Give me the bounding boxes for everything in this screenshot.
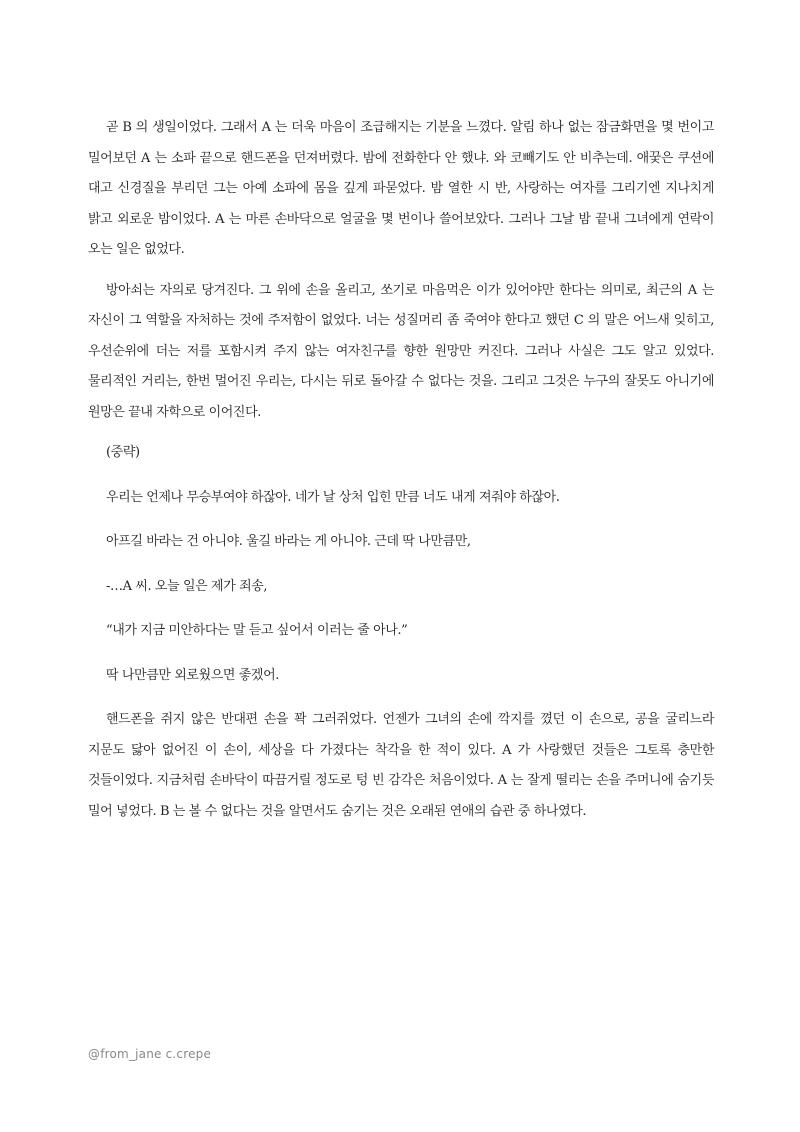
paragraph-quote: “내가 지금 미안하다는 말 듣고 싶어서 이러는 줄 아나.” xyxy=(106,623,408,638)
paragraph-birthday: 곧 B 의 생일이었다. 그래서 A 는 더욱 마음이 조급해지는 기분을 느꼈다. 알림 하나 없는 잠금화면을 몇 번이고 밀어보던 A 는 소파 끝으로 핸드폰을 던져버렸다. 밤에 전화한다 안 했냐. 와 코빼기도 안 비추는데. 애꿎은 쿠션에 대고 신경질을 부리던 그는 아예 소파에 몸을 깊게 파묻었다. 밤 열한 시 반, 사랑하는 여자를 그리기엔 지나치게 밝고 외로운 밤이었다. A 는 마른 손바닥으로 얼굴을 몇 번이나 쓸어보았다. 그러나 그날 밤 끝내 그녀에게 연락이 오는 일은 없었다. xyxy=(88,120,714,257)
paragraph-apology: -…A 씨. 오늘 일은 제가 죄송, xyxy=(106,578,268,594)
paragraph-trigger: 방아쇠는 자의로 당겨진다. 그 위에 손을 올리고, 쏘기로 마음먹은 이가 있어야만 한다는 의미로, 최근의 A 는 자신이 그 역할을 자처하는 것에 주저함이 없었다. 너는 성질머리 좀 죽여야 한다고 했던 C 의 말은 어느새 잊히고, 우선순위에 더는 저를 포함시켜 주지 않는 여자친구를 향한 원망만 커진다. 그러나 사실은 그도 알고 있었다. 물리적인 거리는, 한번 멀어진 우리는, 다시는 뒤로 돌아갈 수 없다는 것을. 그리고 그것은 누구의 잘못도 아니기에 원망은 끝내 자학으로 이어진다. xyxy=(88,282,714,420)
paragraph-draw: 우리는 언제나 무승부여야 하잖아. 네가 날 상처 입힌 만큼 너도 내게 져줘야 하잖아. xyxy=(106,489,560,505)
paragraph-not-hurt: 아프길 바라는 건 아니야. 울길 바라는 게 아니야. 근데 딱 나만큼만, xyxy=(106,534,471,549)
paragraph-lonely: 딱 나만큼만 외로웠으면 좋겠어. xyxy=(106,667,279,683)
author-credit: @from_jane c.crepe xyxy=(88,1047,212,1061)
paragraph-hand: 핸드폰을 쥐지 않은 반대편 손을 꽉 그러쥐었다. 언젠가 그녀의 손에 깍지를 꼈던 이 손으로, 공을 굴리느라 지문도 닳아 없어진 이 손이, 세상을 다 가졌다는 착각을 한 적이 있다. A 가 사랑했던 것들은 그토록 충만한 것들이었다. 지금처럼 손바닥이 따끔거릴 정도로 텅 빈 감각은 처음이었다. A 는 잘게 떨리는 손을 주머니에 숨기듯 밀어 넣었다. B 는 볼 수 없다는 것을 알면서도 숨기는 것은 오래된 연애의 습관 중 하나였다. xyxy=(88,712,714,819)
paragraph-omission: (중략) xyxy=(106,445,140,460)
document-body xyxy=(88,113,714,837)
